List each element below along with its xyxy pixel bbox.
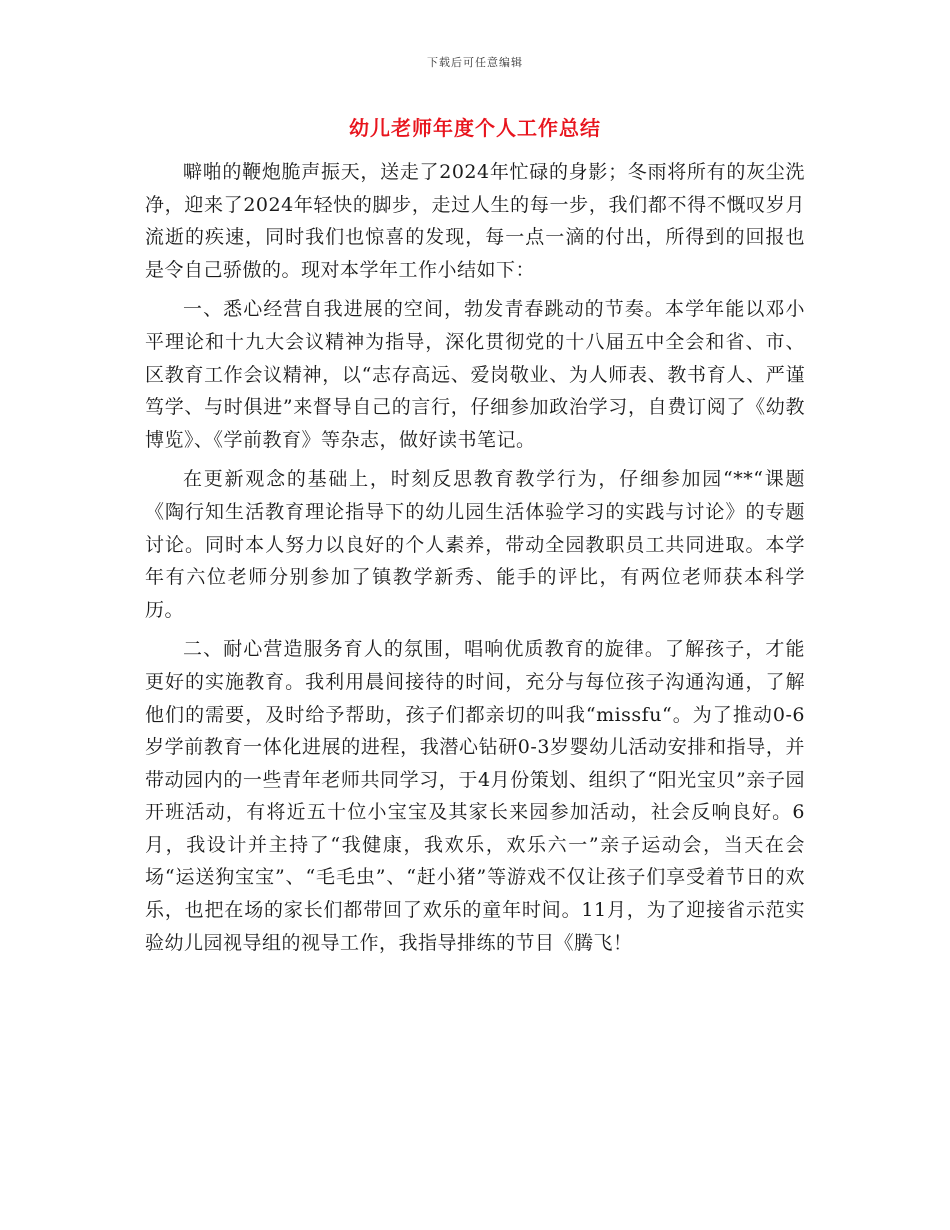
paragraph-intro: 噼啪的鞭炮脆声振天，送走了2024年忙碌的身影；冬雨将所有的灰尘洗净，迎来了2024年轻快的脚步，走过人生的每一步，我们都不得不慨叹岁月流逝的疾速，同时我们也惊喜的发现，每一点一滴的付出，所得到的回报也是令自己骄傲的。现对本学年工作小结如下： bbox=[145, 161, 805, 281]
paragraph-section-one: 一、悉心经营自我进展的空间，勃发青春跳动的节奏。本学年能以邓小平理论和十九大会议精神为指导，深化贯彻党的十八届五中全会和省、市、区教育工作会议精神，以“志存高远、爱岗敬业、为人师表、教书育人、严谨笃学、与时俱进”来督导自己的言行，仔细参加政治学习，自费订阅了《幼教博览》、《学前教育》等杂志，做好读书笔记。 bbox=[145, 298, 805, 451]
document-body bbox=[145, 156, 805, 966]
paragraph-section-two: 二、耐心营造服务育人的氛围，唱响优质教育的旋律。了解孩子，才能更好的实施教育。我利用晨间接待的时间，充分与每位孩子沟通沟通，了解他们的需要，及时给予帮助，孩子们都亲切的叫我“missfu“。为了推动0-6岁学前教育一体化进展的进程，我潜心钻研0-3岁婴幼儿活动安排和指导，并带动园内的一些青年老师共同学习，于4月份策划、组织了“阳光宝贝”亲子园开班活动，有将近五十位小宝宝及其家长来园参加活动，社会反响良好。6月，我设计并主持了“我健康，我欢乐，欢乐六一”亲子运动会，当天在会场“运送狗宝宝”、“毛毛虫”、“赶小猪”等游戏不仅让孩子们享受着节日的欢乐，也把在场的家长们都带回了欢乐的童年时间。11月，为了迎接省示范实验幼儿园视导组的视导工作，我指导排练的节目《腾飞！ bbox=[145, 638, 805, 954]
header-note: 下载后可任意编辑 bbox=[427, 56, 523, 69]
document-title: 幼儿老师年度个人工作总结 bbox=[349, 116, 601, 140]
paragraph-research: 在更新观念的基础上，时刻反思教育教学行为，仔细参加园“**“课题《陶行知生活教育理论指导下的幼儿园生活体验学习的实践与讨论》的专题讨论。同时本人努力以良好的个人素养，带动全园教职员工共同进取。本学年有六位老师分别参加了镇教学新秀、能手的评比，有两位老师获本科学历。 bbox=[145, 468, 805, 621]
